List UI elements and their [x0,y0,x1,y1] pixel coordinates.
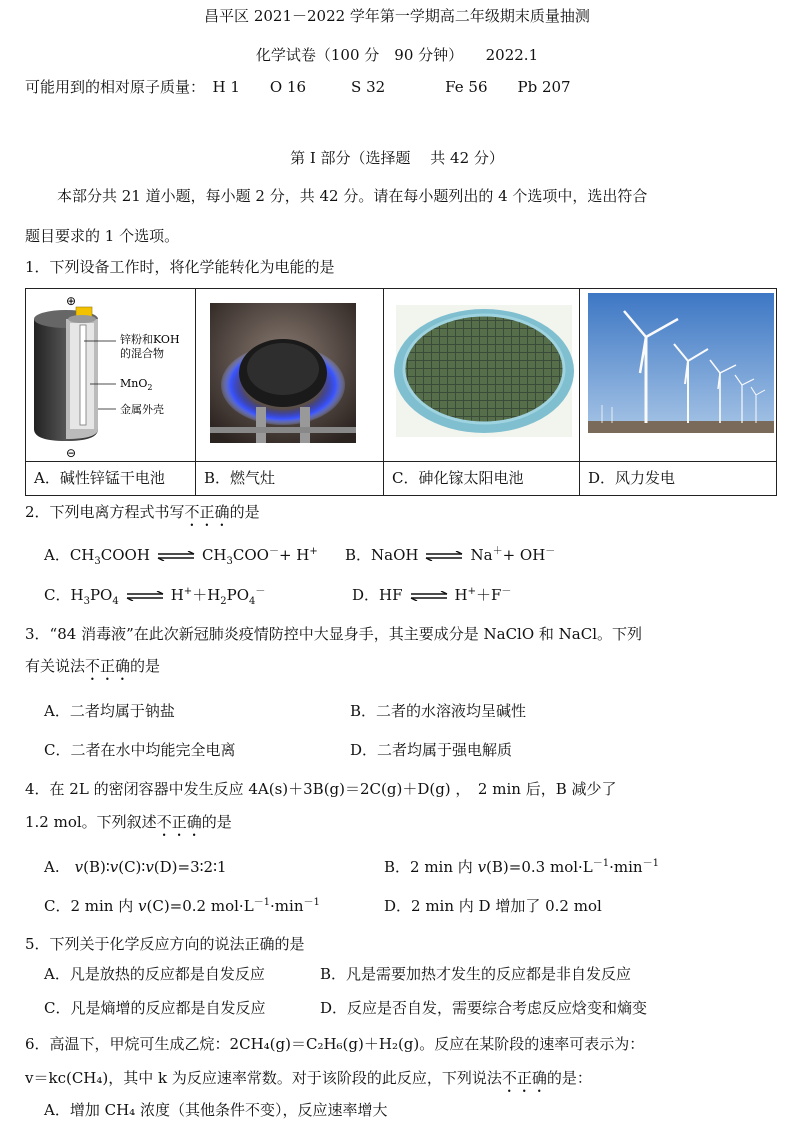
svg-text:MnO2 [120,377,152,392]
battery-label-mixture: 的混合物 [120,347,164,360]
q1-option-d-cell[interactable] [580,289,776,495]
q4-stem-line1: 4．在 2L 的密闭容器中发生反应 4A(s)＋3B(g)＝2C(g)＋D(g) ， 2 min 后，B 减少了 [25,780,617,798]
q1-stem: 1．下列设备工作时，将化学能转化为电能的是 [25,258,335,276]
battery-label-mno2-sub: 2 [147,383,153,392]
relative-atomic-masses: 可能用到的相对原子质量： H 1 O 16 S 32 Fe 56 Pb 207 [25,78,571,96]
exam-title: 昌平区 2021－2022 学年第一学期高二年级期末质量抽测 [204,7,590,25]
reversible-arrow-icon [409,591,449,601]
q6-emphasis: 不正确 [501,1069,547,1087]
q1-options-table [25,288,777,496]
q1-option-a-cell[interactable] [26,289,196,495]
q3-stem-line2: 有关说法不正确的是 [25,657,161,675]
q4-option-d[interactable]: D．2 min 内 D 增加了 0.2 mol [384,897,602,915]
q3-option-b[interactable]: B．二者的水溶液均呈碱性 [350,702,527,720]
q1-option-b: B．燃气灶 [196,461,383,495]
q5-option-c[interactable]: C．凡是熵增的反应都是自发反应 [44,999,266,1017]
q4-option-c[interactable]: C．2 min 内 v(C)=0.2 $mol\cdot L^{-1}\cdot\min^{-1}$ [44,897,320,915]
q1-option-c: C．砷化镓太阳电池 [384,461,579,495]
reversible-arrow-icon [125,591,165,601]
q6-stem-line2: v＝kc(CH₄)，其中 k 为反应速率常数。对于该阶段的此反应，下列说法不正确的是： [25,1069,592,1087]
q2-option-b[interactable]: B．NaOH Na＋+ OH－ [345,546,556,564]
battery-label-shell: 金属外壳 [120,403,164,416]
battery-plus-label: ⊕ [66,294,77,308]
battery-label-mno2: MnO [120,377,148,390]
part1-title: 第 I 部分（选择题 共 42 分） [290,149,504,167]
q5-option-b[interactable]: B．凡是需要加热才发生的反应都是非自发反应 [320,965,632,983]
alkaline-battery-diagram [26,289,195,461]
exam-subtitle: 化学试卷（100 分 90 分钟） 2022.1 [255,46,539,64]
q4-option-a[interactable]: A. v(B)∶v(C)∶v(D)=3∶2∶1 [44,858,227,876]
q2-emphasis: 不正确 [184,503,230,521]
q2-option-d[interactable]: D．HF H+＋F－ [352,586,512,604]
reversible-arrow-icon [156,551,196,561]
q5-option-d[interactable]: D．反应是否自发，需要综合考虑反应焓变和熵变 [320,999,648,1017]
battery-minus-label: ⊖ [66,446,77,460]
q3-emphasis: 不正确 [85,657,131,675]
part1-intro-line1: 本部分共 21 道小题，每小题 2 分，共 42 分。请在每小题列出的 4 个选项中，选出符合 [57,187,648,205]
q4-emphasis: 不正确 [156,813,202,831]
q6-stem-line1: 6．高温下，甲烷可生成乙烷：2CH₄(g)＝C₂H₆(g)＋H₂(g)。反应在某阶段的速率可表示为： [25,1035,645,1053]
q3-option-d[interactable]: D．二者均属于强电解质 [350,741,513,759]
q1-option-d: D．风力发电 [580,461,776,495]
wind-turbines-photo [580,289,776,461]
q3-stem-line1: 3．“84 消毒液”在此次新冠肺炎疫情防控中大显身手，其主要成分是 NaClO 和 NaCl。下列 [25,625,643,643]
part1-intro-line2: 题目要求的 1 个选项。 [25,227,180,245]
gas-stove-photo [196,289,383,461]
solar-cell-photo [384,289,579,461]
q2-stem: 2．下列电离方程式书写不正确的是 [25,503,260,521]
q3-option-c[interactable]: C．二者在水中均能完全电离 [44,741,236,759]
q6-option-a[interactable]: A．增加 CH₄ 浓度（其他条件不变），反应速率增大 [44,1101,388,1119]
q2-option-c[interactable]: C．$H_3PO_4$ $H^++H_2PO_4^-$ [44,586,266,607]
q3-option-a[interactable]: A．二者均属于钠盐 [44,702,175,720]
battery-label-zinc-koh: 锌粉和KOH [120,333,180,346]
q2-option-a[interactable]: A．$CH_3COOH$ $CH_3COO^-+ H^+$ [44,546,318,567]
q5-stem: 5．下列关于化学反应方向的说法正确的是 [25,935,305,953]
q1-option-a: A．碱性锌锰干电池 [26,461,195,495]
q1-option-c-cell[interactable] [384,289,580,495]
q4-option-b[interactable]: B．2 min 内 v(B)=0.3 $mol\cdot L^{-1}\cdot\min^{-1}$ [384,858,659,876]
q1-option-b-cell[interactable] [196,289,384,495]
q5-option-a[interactable]: A．凡是放热的反应都是自发反应 [44,965,265,983]
reversible-arrow-icon [424,551,464,561]
q4-stem-line2: 1.2 mol。下列叙述不正确的是 [25,813,232,831]
